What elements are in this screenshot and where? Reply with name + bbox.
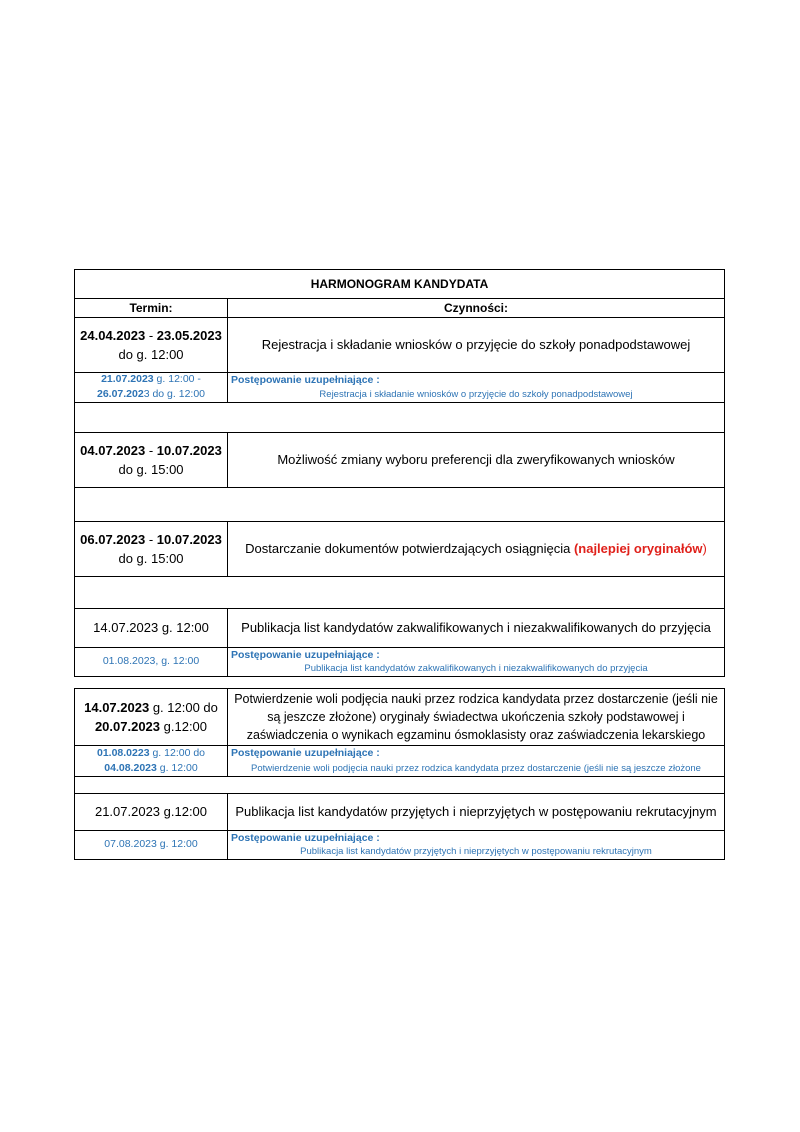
date-cell xyxy=(75,521,228,576)
date-start-line xyxy=(84,698,218,717)
table-row-supplementary xyxy=(74,647,725,677)
header-termin-label: Termin: xyxy=(129,300,173,315)
date-end: 04.08.2023 xyxy=(104,761,157,774)
supplementary-text: Publikacja list kandydatów zakwalifikowanych i niezakwalifikowanych do przyjęcia xyxy=(304,663,648,674)
date-start-time: g. 12:00 do xyxy=(149,746,206,759)
table-row xyxy=(74,432,725,488)
date-cell xyxy=(75,830,228,859)
table-row xyxy=(74,521,725,577)
supplementary-label: Postępowanie uzupełniające : xyxy=(231,832,380,844)
date-text: 21.07.2023 g.12:00 xyxy=(94,804,208,819)
date-text: 01.08.2023, g. 12:00 xyxy=(102,655,200,667)
date-end: 10.07.2023 xyxy=(156,442,222,458)
activity-text: Publikacja list kandydatów zakwalifikowanych i niezakwalifikowanych do przyjęcia xyxy=(241,620,711,635)
date-range xyxy=(80,326,222,345)
date-end-time: 3 do g. 12:00 xyxy=(143,388,206,400)
date-cell xyxy=(75,647,228,676)
date-start-time: g. 12:00 do xyxy=(149,700,218,715)
date-end: 23.05.2023 xyxy=(156,327,222,343)
table-title: HARMONOGRAM KANDYDATA xyxy=(310,277,489,291)
empty-row xyxy=(74,487,725,522)
date-start: 24.04.2023 xyxy=(80,327,146,343)
date-end: 26.07.202 xyxy=(96,388,144,400)
activity-cell xyxy=(228,521,724,576)
table-title-row xyxy=(74,269,725,299)
header-termin xyxy=(75,298,228,317)
date-cell xyxy=(75,372,228,402)
date-start-time: g. 12:00 - xyxy=(153,373,201,385)
date-cell xyxy=(75,745,228,776)
table-row-supplementary xyxy=(74,372,725,403)
date-separator: - xyxy=(145,531,157,547)
date-range xyxy=(80,530,222,549)
activity-text xyxy=(239,539,713,558)
date-start: 21.07.2023 xyxy=(101,373,154,385)
table-row-supplementary xyxy=(74,830,725,860)
supplementary-text: Potwierdzenie woli podjęcia nauki przez rodzica kandydata przez dostarczenie (jeśli nie są jeszcze złożone xyxy=(251,763,701,774)
supplementary-label: Postępowanie uzupełniające : xyxy=(231,747,380,759)
date-time: do g. 12:00 xyxy=(118,346,184,362)
date-start: 01.08.0223 xyxy=(96,746,150,759)
supplementary-label: Postępowanie uzupełniające : xyxy=(231,374,380,386)
supplementary-text: Rejestracja i składanie wniosków o przyjęcie do szkoły ponadpodstawowej xyxy=(319,389,633,400)
supplementary-text: Publikacja list kandydatów przyjętych i nieprzyjętych w postępowaniu rekrutacyjnym xyxy=(300,846,652,857)
date-cell xyxy=(75,608,228,647)
activity-text: Publikacja list kandydatów przyjętych i nieprzyjętych w postępowaniu rekrutacyjnym xyxy=(235,804,717,819)
table-row xyxy=(74,608,725,648)
activity-cell xyxy=(228,608,724,647)
date-start: 06.07.2023 xyxy=(80,531,146,547)
activity-cell xyxy=(228,830,724,859)
activity-cell xyxy=(228,745,724,776)
activity-cell xyxy=(228,689,724,745)
date-separator: - xyxy=(145,327,157,343)
date-range xyxy=(80,441,222,460)
table-row xyxy=(74,793,725,831)
date-start-line xyxy=(101,372,201,387)
date-cell xyxy=(75,793,228,830)
date-time: do g. 15:00 xyxy=(118,550,184,566)
date-end: 20.07.2023 xyxy=(94,719,161,734)
supplementary-label: Postępowanie uzupełniające : xyxy=(231,649,380,661)
activity-text-close: ) xyxy=(702,541,707,556)
activity-text-highlight: (najlepiej oryginałów xyxy=(573,541,703,556)
activity-cell xyxy=(228,317,724,372)
empty-row xyxy=(74,576,725,609)
date-end-line xyxy=(97,387,205,402)
date-end-line xyxy=(104,761,197,776)
table-row-supplementary xyxy=(74,745,725,777)
activity-cell xyxy=(228,432,724,487)
date-cell xyxy=(75,432,228,487)
date-separator: - xyxy=(145,442,157,458)
header-czynnosci-label: Czynności: xyxy=(443,300,508,315)
date-time: do g. 15:00 xyxy=(118,461,184,477)
date-start: 14.07.2023 xyxy=(84,700,150,715)
activity-text: Możliwość zmiany wyboru preferencji dla zweryfikowanych wniosków xyxy=(277,452,675,467)
date-text: 07.08.2023 g. 12:00 xyxy=(104,838,198,850)
date-cell xyxy=(75,689,228,745)
empty-row xyxy=(74,776,725,794)
date-end: 10.07.2023 xyxy=(156,531,222,547)
activity-cell xyxy=(228,793,724,830)
date-end-line xyxy=(95,717,207,736)
header-czynnosci xyxy=(228,298,724,317)
date-end-time: g. 12:00 xyxy=(156,761,198,774)
table-row xyxy=(74,317,725,373)
activity-text-main: Dostarczanie dokumentów potwierdzających osiągnięcia xyxy=(245,541,574,556)
activity-cell xyxy=(228,372,724,402)
date-end-time: g.12:00 xyxy=(160,719,208,734)
activity-text: Rejestracja i składanie wniosków o przyjęcie do szkoły ponadpodstawowej xyxy=(261,337,691,352)
table-row xyxy=(74,688,725,746)
date-text: 14.07.2023 g. 12:00 xyxy=(93,620,209,635)
activity-text: Potwierdzenie woli podjęcia nauki przez rodzica kandydata przez dostarczenie (jeśli nie są jeszcze złożone) oryginały świadectwa ukończenia szkoły podstawowej i zaświadczenia o wynikach egzaminu ósmoklasisty oraz zaświadczenia lekarskiego xyxy=(234,692,718,742)
empty-row xyxy=(74,402,725,433)
date-start-line xyxy=(97,746,205,761)
date-start: 04.07.2023 xyxy=(80,442,146,458)
activity-cell xyxy=(228,647,724,676)
date-cell xyxy=(75,317,228,372)
table-header-row xyxy=(74,298,725,318)
